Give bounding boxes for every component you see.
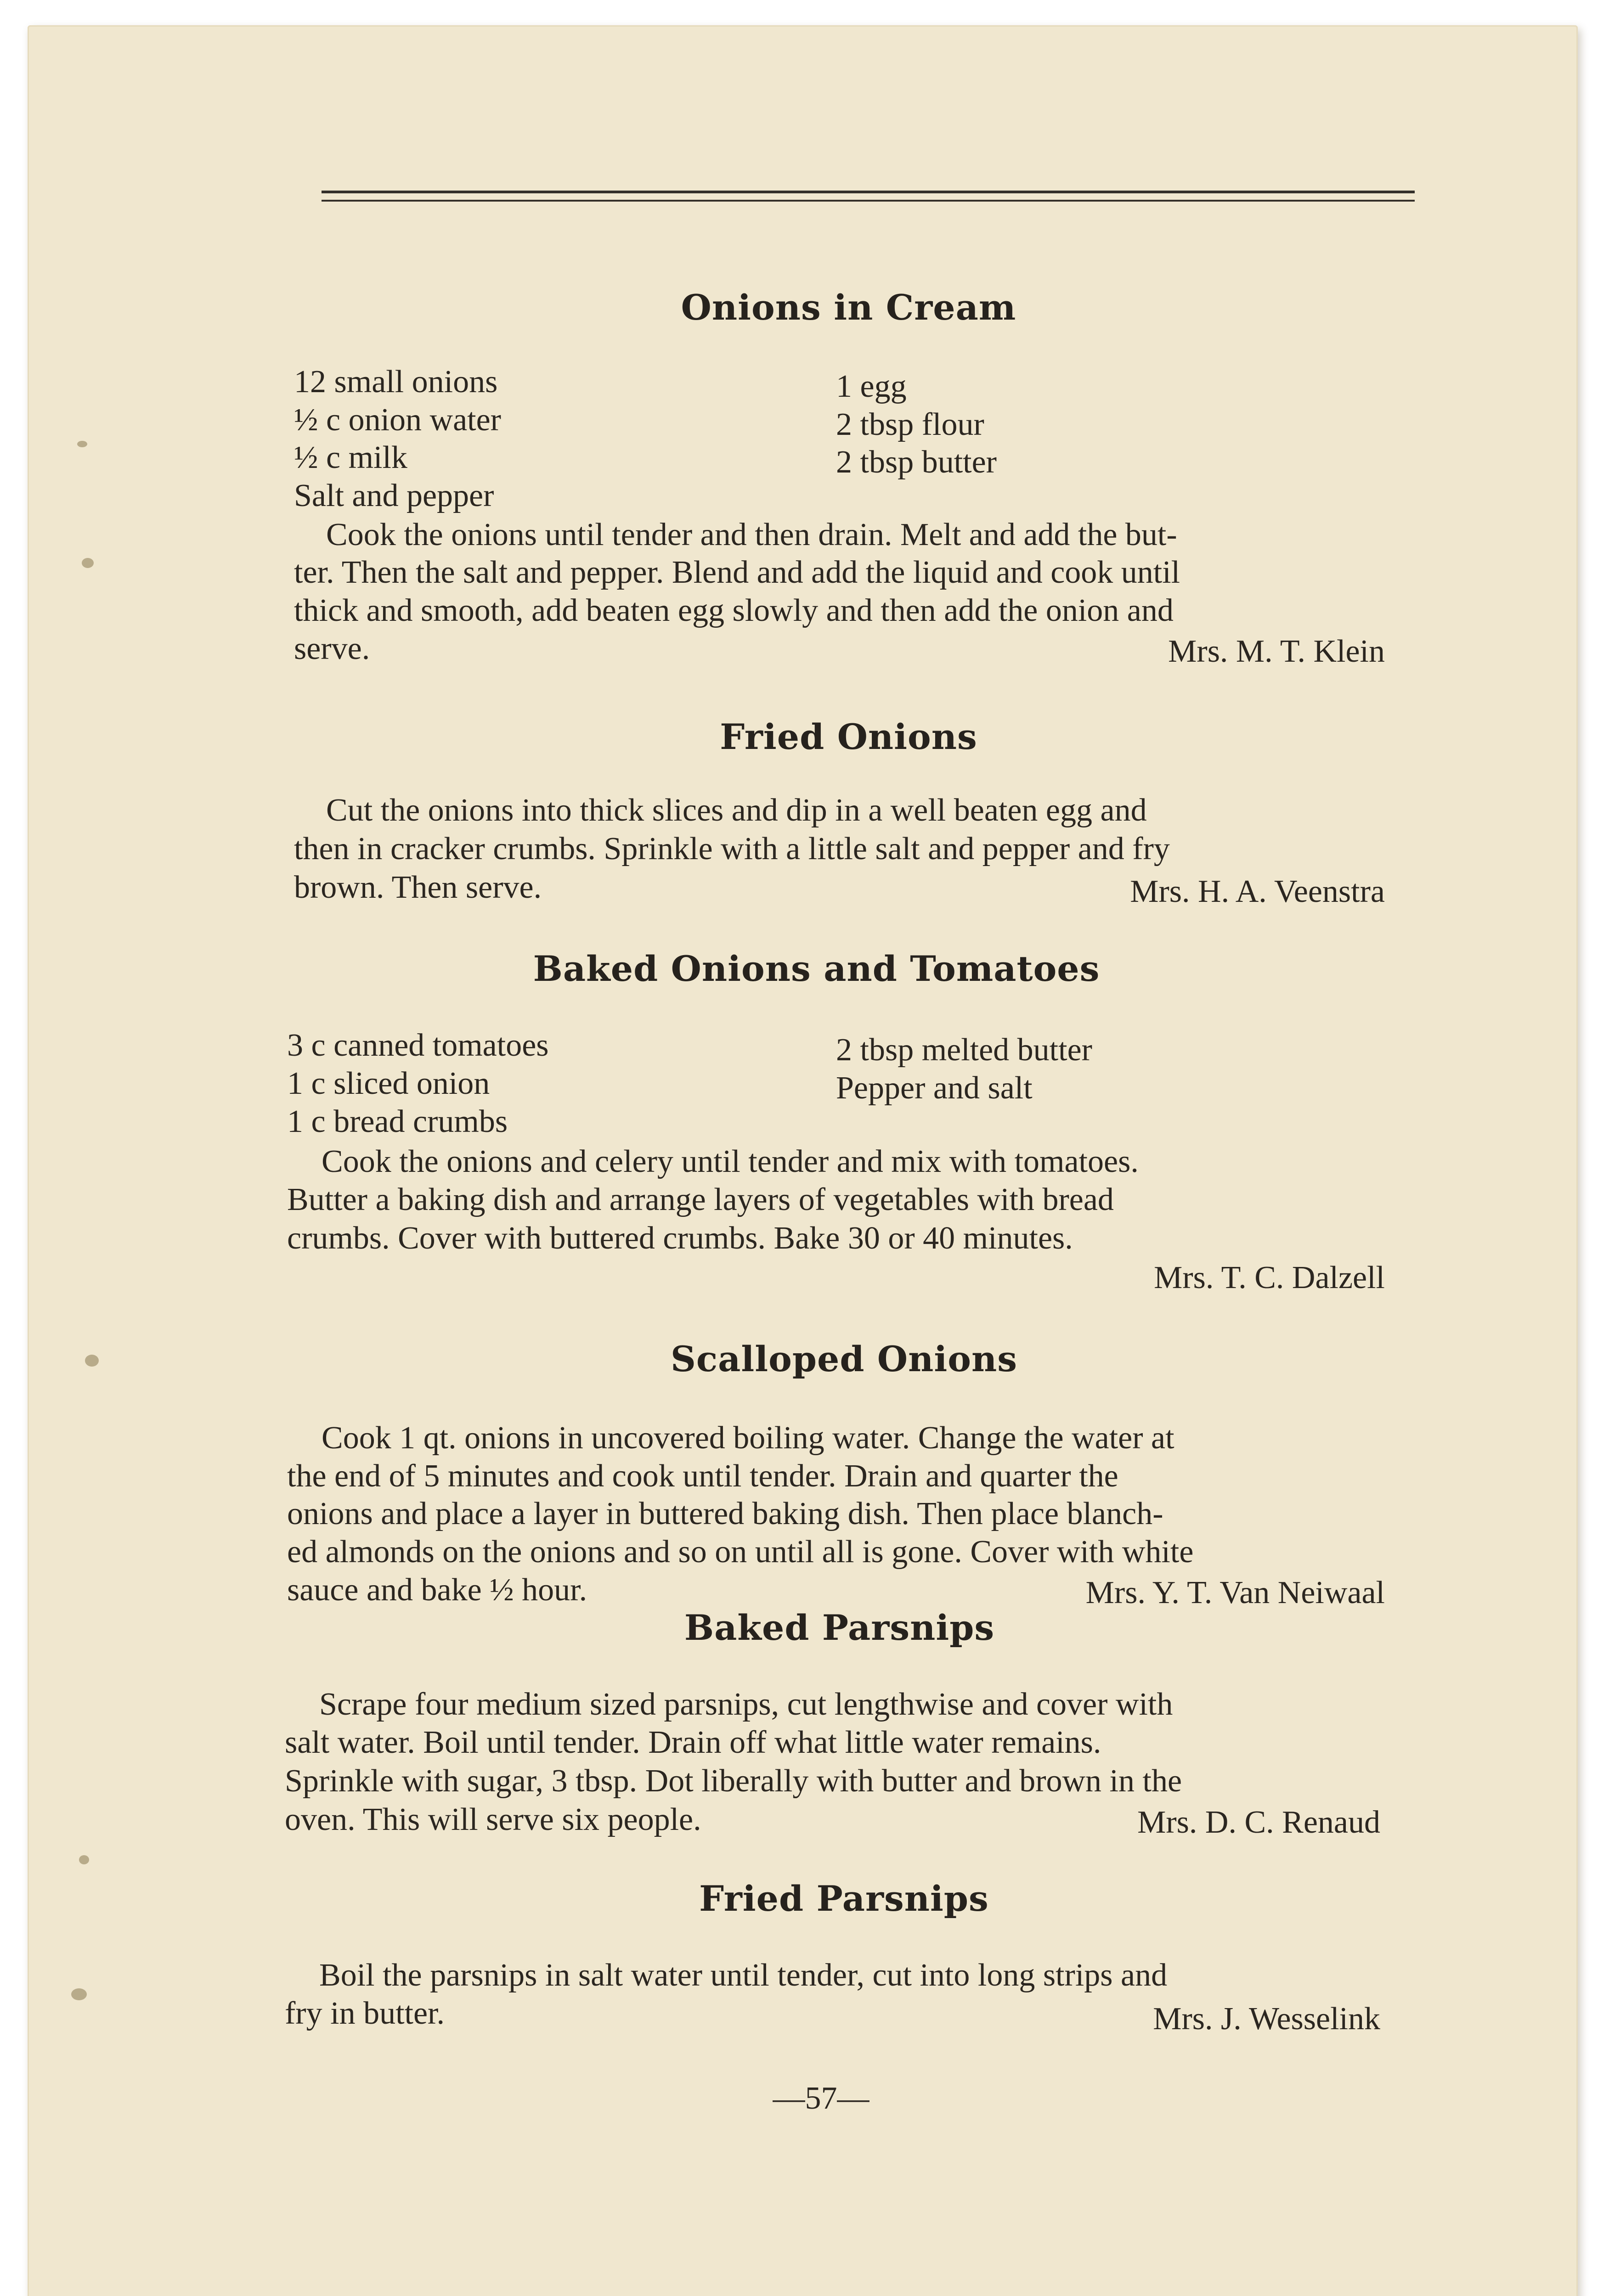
top-rule-second [322, 200, 1415, 202]
recipe-text-line: fry in butter. [285, 1996, 445, 2031]
recipe-text-line: Sprinkle with sugar, 3 tbsp. Dot liberally with butter and brown in the [285, 1763, 1182, 1799]
ingredient: ½ c milk [294, 440, 407, 475]
ingredient: 1 c sliced onion [287, 1066, 490, 1101]
recipe-title-onions-in-cream: Onions in Cream [681, 287, 1016, 328]
ingredient: 2 tbsp butter [836, 445, 997, 480]
recipe-text-line: Cut the onions into thick slices and dip in a well beaten egg and [326, 793, 1147, 828]
book-page [28, 25, 1578, 2296]
recipe-text-line: Cook the onions and celery until tender and mix with tomatoes. [322, 1144, 1139, 1179]
recipe-text-line: oven. This will serve six people. [285, 1802, 701, 1837]
recipe-text-line: Boil the parsnips in salt water until tender, cut into long strips and [319, 1958, 1168, 1993]
recipe-title-fried-parsnips: Fried Parsnips [699, 1878, 989, 1919]
recipe-author: Mrs. T. C. Dalzell [1154, 1260, 1385, 1295]
recipe-author: Mrs. D. C. Renaud [1137, 1805, 1380, 1840]
recipe-text-line: salt water. Boil until tender. Drain off what little water remains. [285, 1725, 1101, 1760]
recipe-title-fried-onions: Fried Onions [720, 716, 977, 757]
recipe-author: Mrs. H. A. Veenstra [1130, 874, 1385, 909]
recipe-text-line: Cook 1 qt. onions in uncovered boiling water. Change the water at [322, 1420, 1174, 1456]
page-number: —57— [773, 2081, 869, 2116]
recipe-text-line: serve. [294, 631, 370, 666]
binder-hole [82, 558, 94, 568]
recipe-text-line: ed almonds on the onions and so on until all is gone. Cover with white [287, 1534, 1194, 1570]
recipe-text-line: crumbs. Cover with buttered crumbs. Bake 30 or 40 minutes. [287, 1221, 1073, 1256]
recipe-text-line: ter. Then the salt and pepper. Blend and add the liquid and cook until [294, 555, 1180, 590]
recipe-title-baked-parsnips: Baked Parsnips [684, 1607, 995, 1648]
recipe-text-line: the end of 5 minutes and cook until tender. Drain and quarter the [287, 1458, 1118, 1494]
ingredient: Salt and pepper [294, 478, 494, 513]
recipe-title-scalloped-onions: Scalloped Onions [671, 1339, 1017, 1379]
recipe-text-line: thick and smooth, add beaten egg slowly and then add the onion and [294, 593, 1174, 628]
recipe-text-line: then in cracker crumbs. Sprinkle with a little salt and pepper and fry [294, 831, 1170, 867]
ingredient: 12 small onions [294, 364, 498, 400]
recipe-text-line: onions and place a layer in buttered baking dish. Then place blanch- [287, 1496, 1163, 1531]
ingredient: 3 c canned tomatoes [287, 1028, 549, 1063]
ingredient: 1 egg [836, 369, 907, 404]
recipe-author: Mrs. Y. T. Van Neiwaal [1085, 1575, 1385, 1610]
recipe-title-baked-onions-and-tomatoes: Baked Onions and Tomatoes [533, 948, 1100, 989]
top-rule [322, 191, 1415, 193]
ingredient: ½ c onion water [294, 402, 501, 438]
recipe-text-line: sauce and bake ½ hour. [287, 1572, 587, 1608]
recipe-author: Mrs. M. T. Klein [1168, 634, 1385, 669]
recipe-text-line: Butter a baking dish and arrange layers of vegetables with bread [287, 1182, 1114, 1217]
ingredient: 2 tbsp melted butter [836, 1032, 1092, 1068]
ingredient: 2 tbsp flour [836, 407, 984, 442]
ingredient: 1 c bread crumbs [287, 1104, 508, 1139]
recipe-text-line: Scrape four medium sized parsnips, cut lengthwise and cover with [319, 1687, 1173, 1722]
ingredient: Pepper and salt [836, 1070, 1033, 1106]
recipe-text-line: brown. Then serve. [294, 870, 542, 905]
binder-hole [79, 1855, 89, 1864]
binder-hole [71, 1988, 87, 2000]
recipe-author: Mrs. J. Wesselink [1153, 2001, 1380, 2037]
recipe-text-line: Cook the onions until tender and then drain. Melt and add the but- [326, 517, 1177, 552]
binder-hole [77, 441, 87, 447]
